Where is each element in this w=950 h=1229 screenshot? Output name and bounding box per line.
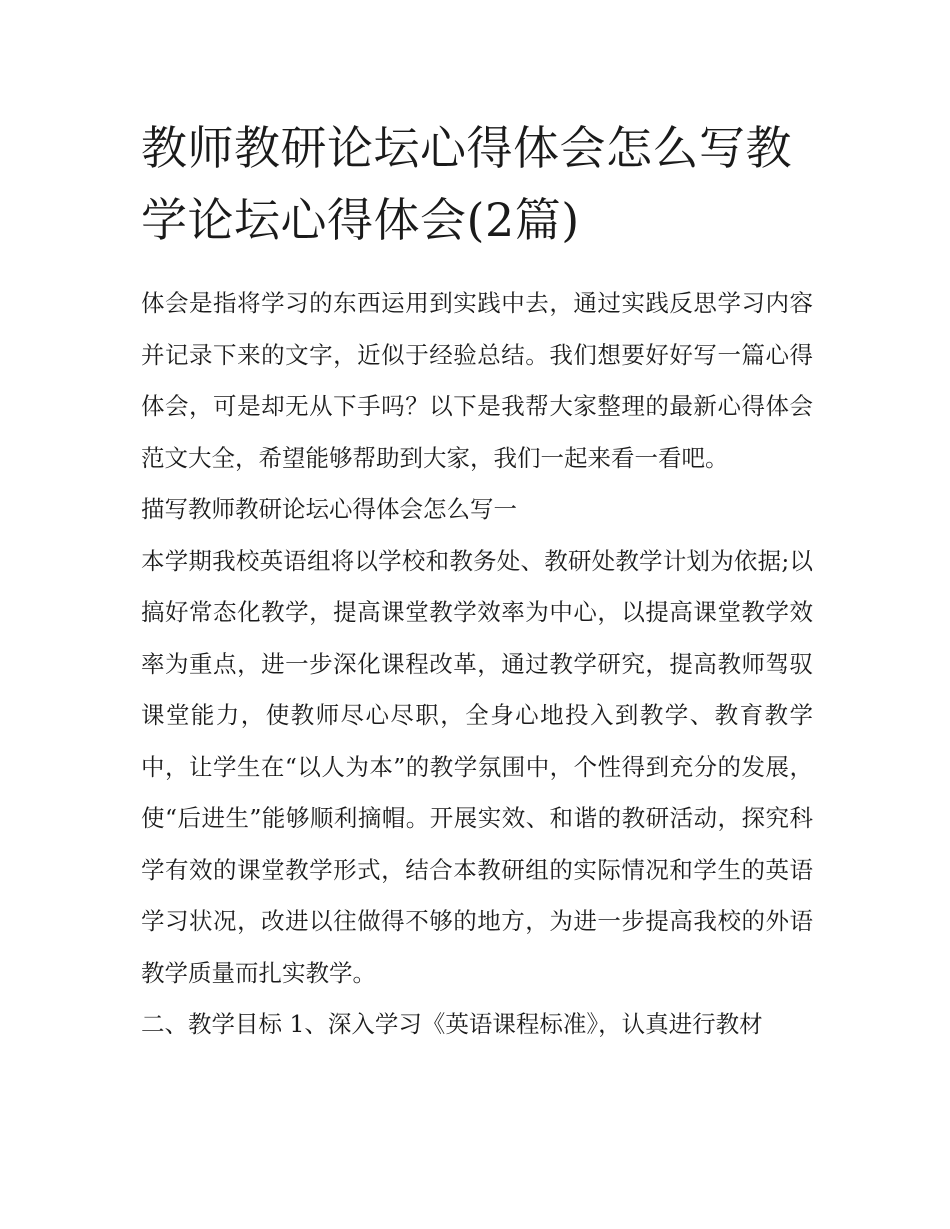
document-page: [141, 112, 813, 1051]
intro-paragraph: 体会是指将学习的东西运用到实践中去，通过实践反思学习内容并记录下来的文字，近似于经验总结。我们想要好好写一篇心得体会，可是却无从下手吗？以下是我帮大家整理的最新心得体会范文大全，希望能够帮助到大家，我们一起来看一看吧。: [141, 289, 813, 472]
body-paragraph: 二、教学目标 1、深入学习《英语课程标准》，认真进行教材: [141, 1010, 763, 1038]
document-title: 教师教研论坛心得体会怎么写教学论坛心得体会(2篇): [141, 121, 792, 247]
body-paragraph: 本学期我校英语组将以学校和教务处、教研处教学计划为依据;以搞好常态化教学，提高课堂教学效率为中心，以提高课堂教学效率为重点，进一步深化课程改革，通过教学研究，提高教师驾驭课堂能力，使教师尽心尽职，全身心地投入到教学、教育教学中，让学生在“以人为本”的教学氛围中，个性得到充分的发展，使“后进生”能够顺利摘帽。开展实效、和谐的教研活动，探究科学有效的课堂教学形式，结合本教研组的实际情况和学生的英语学习状况，改进以往做得不够的地方，为进一步提高我校的外语教学质量而扎实教学。: [141, 546, 813, 987]
document-body: [141, 278, 813, 1051]
section-heading: 描写教师教研论坛心得体会怎么写一: [141, 495, 517, 523]
